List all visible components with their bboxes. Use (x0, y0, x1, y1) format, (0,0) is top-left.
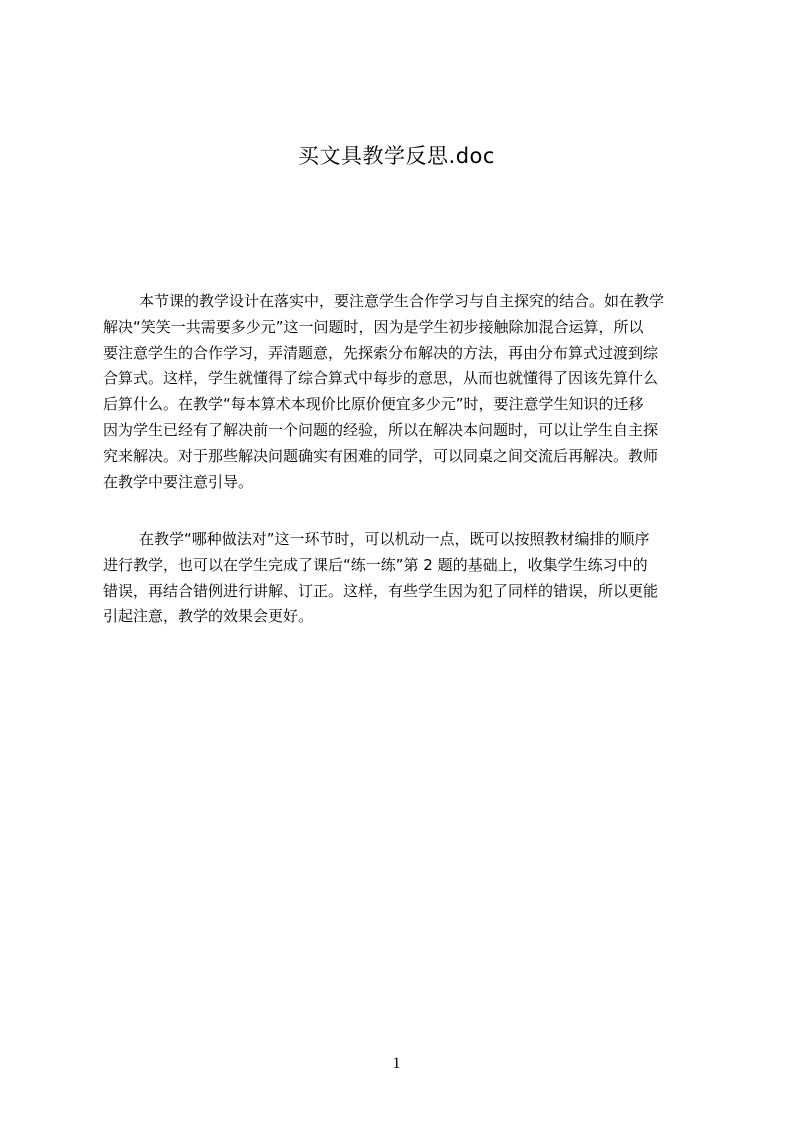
page-number: 1 (392, 1055, 401, 1072)
paragraph-line: 进行教学，也可以在学生完成了课后“练一练”第 2 题的基础上，收集学生练习中的 (103, 555, 648, 574)
paragraph-line: 解决“笑笑一共需要多少元”这一问题时，因为是学生初步接触除加混合运算，所以 (103, 317, 644, 336)
document-title: 买文具教学反思.doc (298, 144, 495, 168)
paragraph-line: 在教学中要注意引导。 (103, 472, 254, 491)
paragraph-line: 错误，再结合错例进行讲解、订正。这样，有些学生因为犯了同样的错误，所以更能 (103, 581, 659, 600)
paragraph-line: 要注意学生的合作学习，弄清题意，先探索分布解决的方法，再由分布算式过渡到综 (103, 343, 659, 362)
paragraph-line: 在教学“哪种做法对”这一环节时，可以机动一点，既可以按照教材编排的顺序 (139, 530, 650, 548)
paragraph-line: 引起注意，教学的效果会更好。 (103, 607, 314, 626)
paragraph-line: 因为学生已经有了解决前一个问题的经验，所以在解决本问题时，可以让学生自主探 (103, 420, 659, 439)
paragraph-2 (103, 527, 699, 630)
paragraph-line: 合算式。这样，学生就懂得了综合算式中每步的意思，从而也就懂得了因该先算什么 (103, 369, 659, 388)
paragraph-line: 后算什么。在教学“每本算术本现价比原价便宜多少元”时，要注意学生知识的迁移 (103, 395, 644, 414)
paragraph-line: 本节课的教学设计在落实中，要注意学生合作学习与自主探究的结合。如在教学 (139, 292, 665, 310)
paragraph-1 (103, 289, 699, 495)
paragraph-line: 究来解决。对于那些解决问题确实有困难的同学，可以同桌之间交流后再解决。教师 (103, 446, 659, 465)
